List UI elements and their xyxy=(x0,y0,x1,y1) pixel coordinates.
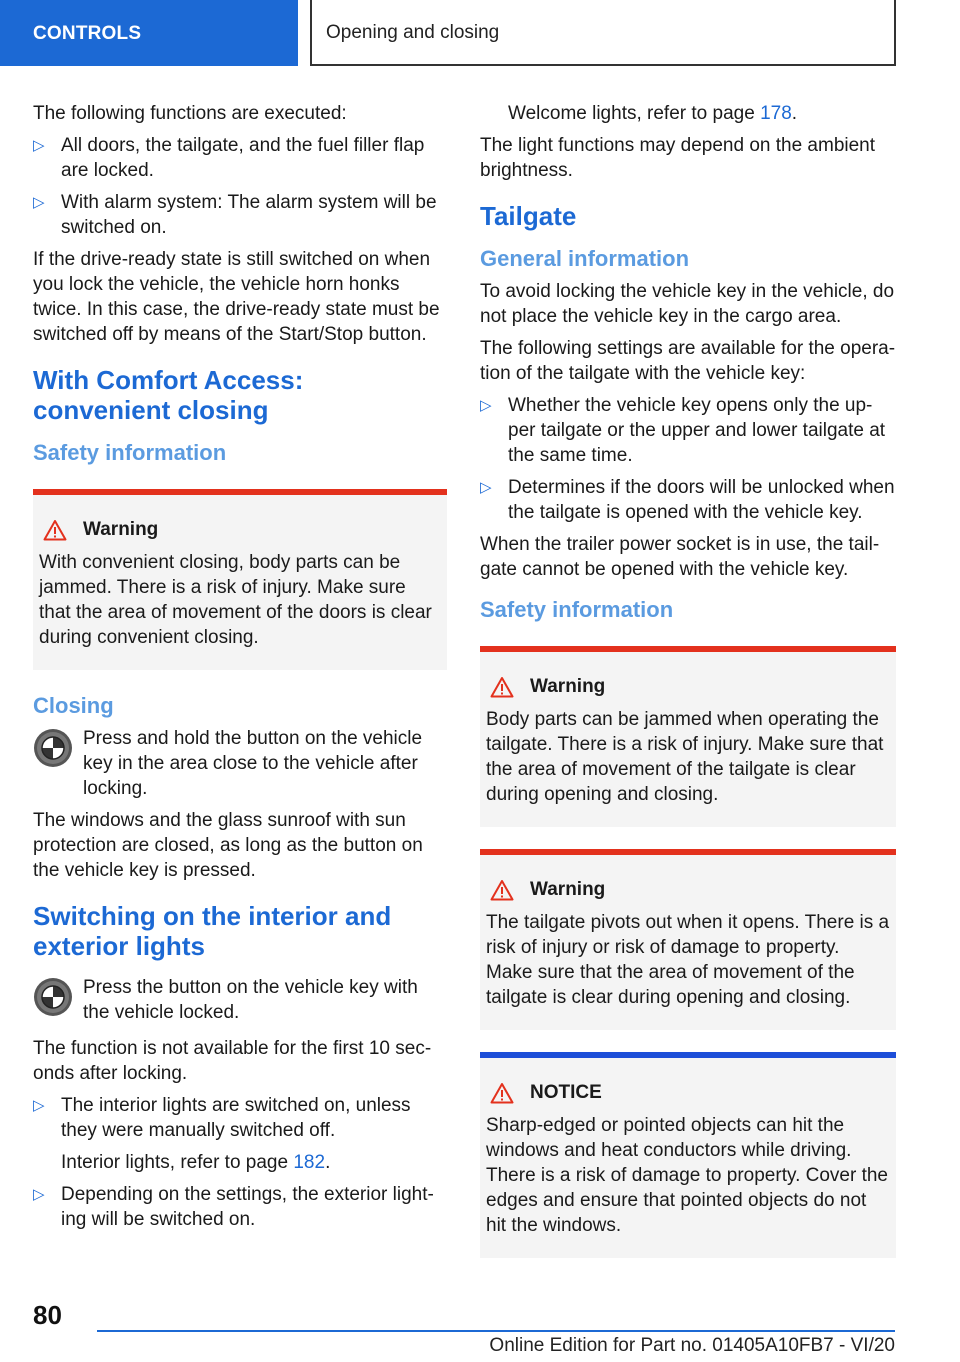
list-item: ▷ The interior lights are switched on, unless they were manually switched off. xyxy=(33,1095,411,1141)
windows-text: The windows and the glass sunroof with sun protection are closed, as long as the button on the vehicle key is pressed. xyxy=(33,810,423,881)
settings-text: The following settings are available for the opera-tion of the tailgate with the vehicle key: xyxy=(480,338,896,384)
list-item: ▷ With alarm system: The alarm system will be switched on. xyxy=(33,192,437,238)
avoid-locking-text: To avoid locking the vehicle key in the vehicle, do not place the vehicle key in the cargo area. xyxy=(480,281,895,327)
lights-instruction-text: Press the button on the vehicle key with the vehicle locked. xyxy=(83,977,418,1023)
trailer-text: When the trailer power socket is in use, the tail-gate cannot be opened with the vehicle key. xyxy=(480,534,880,580)
list-item: ▷ All doors, the tailgate, and the fuel filler flap are locked. xyxy=(33,135,425,181)
notice-text: Sharp-edged or pointed objects can hit the windows and heat conductors while driving. There is a risk of damage to property. Cover the edges and ensure that pointed objects do not hit the windows. xyxy=(486,1115,888,1236)
heading-comfort-access: With Comfort Access: convenient closing xyxy=(33,365,304,425)
page-number: 80 xyxy=(33,1300,62,1330)
closing-instruction-text: Press and hold the button on the vehicle key in the area close to the vehicle after locking. xyxy=(83,728,423,799)
chapter-title: Opening and closing xyxy=(326,21,500,43)
bullet-triangle-icon: ▷ xyxy=(33,137,45,154)
bullet-triangle-icon: ▷ xyxy=(33,194,45,211)
warning-triangle-icon xyxy=(43,519,67,541)
heading-general-information: General information xyxy=(480,246,690,271)
page-reference: Interior lights, refer to page 182. xyxy=(61,1152,331,1173)
drive-ready-text: If the drive-ready state is still switched on when you lock the vehicle, the vehicle horn honks twice. In this case, the drive-ready state must be switched off by means of the Start/Stop button. xyxy=(33,249,440,345)
warning-text: With convenient closing, body parts can be jammed. There is a risk of injury. Make sure that the area of movement of the doors is clear during convenient closing. xyxy=(39,552,432,648)
warning-text: Body parts can be jammed when operating the tailgate. There is a risk of injury. Make sure that the area of movement of the tailgate is clear during opening and closing. xyxy=(486,709,884,805)
function-availability-text: The function is not available for the first 10 sec-onds after locking. xyxy=(33,1038,432,1084)
left-column xyxy=(33,101,447,1239)
vehicle-key-icon xyxy=(33,728,73,768)
warning-triangle-icon xyxy=(490,1082,514,1104)
section-title: CONTROLS xyxy=(33,22,142,44)
warning-box xyxy=(480,849,896,1030)
section-tab xyxy=(0,0,298,66)
heading-tailgate: Tailgate xyxy=(480,201,577,231)
right-column xyxy=(480,101,896,1280)
bullet-triangle-icon: ▷ xyxy=(480,479,492,496)
light-functions-text: The light functions may depend on the ambient brightness. xyxy=(480,135,876,181)
page-link[interactable]: 182 xyxy=(293,1152,326,1173)
page-reference: Welcome lights, refer to page 178. xyxy=(508,103,798,124)
bullet-triangle-icon: ▷ xyxy=(480,397,492,414)
vehicle-key-icon xyxy=(33,977,73,1017)
list-item: ▷ Depending on the settings, the exterior light-ing will be switched on. xyxy=(33,1184,434,1230)
notice-title: NOTICE xyxy=(530,1082,602,1103)
heading-lights: Switching on the interior and exterior lights xyxy=(33,901,392,961)
warning-triangle-icon xyxy=(490,879,514,901)
key-instruction xyxy=(33,726,447,801)
warning-title: Warning xyxy=(530,879,606,900)
warning-title: Warning xyxy=(83,519,159,540)
intro-text: The following functions are executed: xyxy=(33,103,347,124)
bullet-triangle-icon: ▷ xyxy=(33,1097,45,1114)
footer-divider xyxy=(97,1330,895,1332)
bullet-triangle-icon: ▷ xyxy=(33,1186,45,1203)
list-item: ▷ Whether the vehicle key opens only the up-per tailgate or the upper and lower tailgate at the same time. xyxy=(480,395,886,466)
edition-text: Online Edition for Part no. 01405A10FB7 - VI/20 xyxy=(489,1335,895,1356)
page-link[interactable]: 178 xyxy=(760,103,792,124)
notice-box xyxy=(480,1052,896,1258)
warning-triangle-icon xyxy=(490,676,514,698)
warning-text: The tailgate pivots out when it opens. There is a risk of injury or risk of damage to property. Make sure that the area of movement of the tailgate is clear during opening and closing. xyxy=(486,912,890,1008)
heading-safety-information: Safety information xyxy=(480,597,674,622)
heading-closing: Closing xyxy=(33,693,114,718)
warning-box xyxy=(480,646,896,827)
chapter-header xyxy=(310,0,896,66)
heading-safety-information: Safety information xyxy=(33,440,227,465)
warning-box xyxy=(33,489,447,670)
list-item: ▷ Determines if the doors will be unlocked when the tailgate is opened with the vehicle key. xyxy=(480,477,895,523)
key-instruction xyxy=(33,975,447,1029)
warning-title: Warning xyxy=(530,676,606,697)
